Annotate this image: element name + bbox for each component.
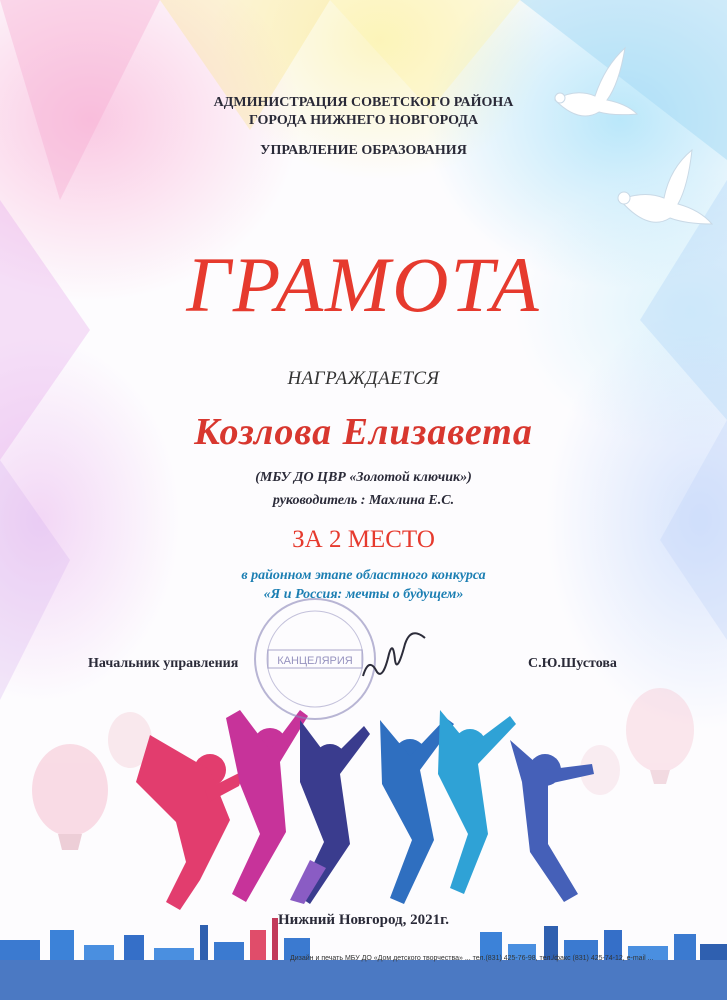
supervisor: руководитель : Махлина Е.С.: [272, 493, 455, 508]
dove-icon: [618, 150, 712, 224]
footer-fine-print: Дизайн и печать МБУ ДО «Дом детского творчества» ... тел.(831) 425-76-98, тел./факс (831) 425-74-12, e-mail ...: [290, 955, 654, 962]
awarded-label: НАГРАЖДАЕТСЯ: [287, 368, 440, 389]
recipient-name: Козлова Елизавета: [194, 411, 533, 453]
contest-line-2: «Я и Россия: мечты о будущем»: [263, 587, 464, 602]
org-line-3: УПРАВЛЕНИЕ ОБРАЗОВАНИЯ: [260, 143, 467, 158]
jumping-people-silhouettes: [136, 710, 594, 910]
hot-air-balloon-icon: [32, 744, 108, 850]
hot-air-balloon-icon: [626, 688, 694, 784]
stamp-text: КАНЦЕЛЯРИЯ: [277, 655, 353, 667]
place-award: ЗА 2 МЕСТО: [292, 526, 435, 553]
signatory-position: Начальник управления: [88, 656, 239, 671]
certificate-title: ГРАМОТА: [186, 241, 541, 328]
institution: (МБУ ДО ЦВР «Золотой ключик»): [255, 470, 472, 485]
signature: [355, 628, 435, 688]
org-line-2: ГОРОДА НИЖНЕГО НОВГОРОДА: [248, 113, 479, 128]
contest-line-1: в районном этапе областного конкурса: [241, 568, 486, 583]
city-year: Нижний Новгород, 2021г.: [277, 912, 450, 928]
org-line-1: АДМИНИСТРАЦИЯ СОВЕТСКОГО РАЙОНА: [213, 95, 514, 110]
signatory-name: С.Ю.Шустова: [528, 656, 617, 671]
